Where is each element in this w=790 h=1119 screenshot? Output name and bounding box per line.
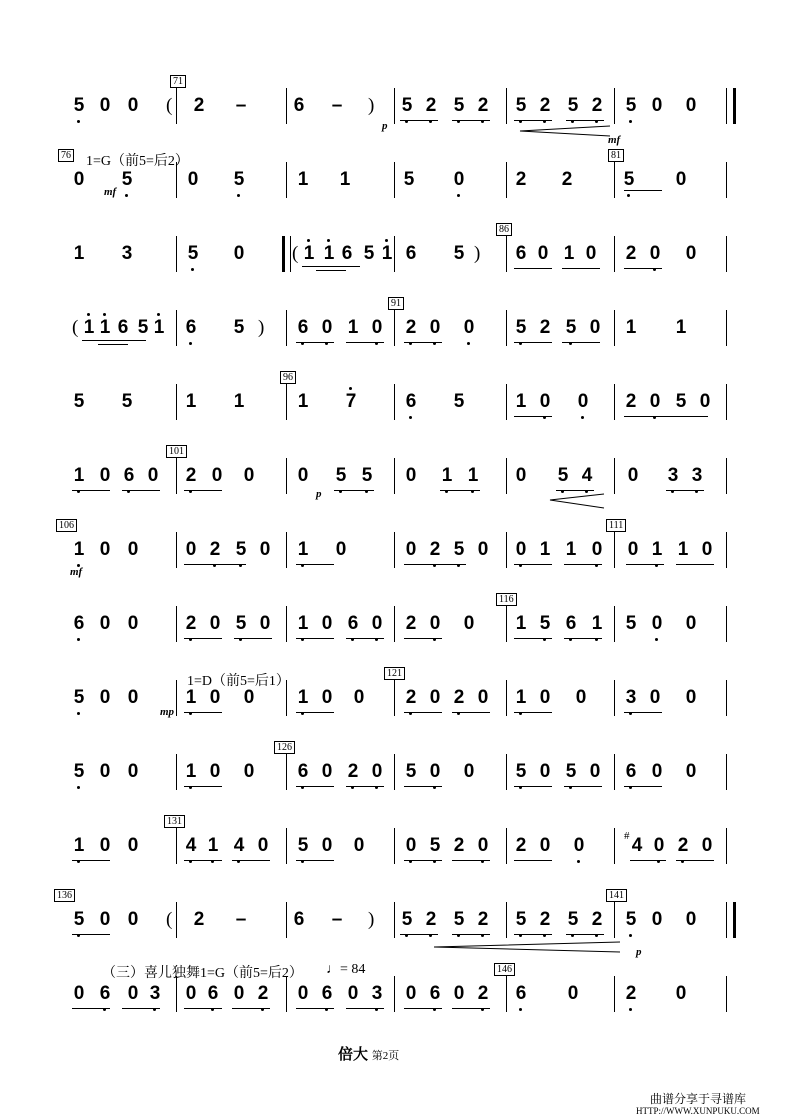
note: 6 bbox=[73, 613, 85, 634]
dynamic-marking: mp bbox=[160, 706, 175, 718]
note: 0 bbox=[405, 983, 417, 1004]
note: 2 bbox=[257, 983, 269, 1004]
note: 4 bbox=[233, 835, 245, 856]
note: 2 bbox=[477, 909, 489, 930]
measure-number: 126 bbox=[274, 741, 295, 754]
note: 5 bbox=[567, 95, 579, 116]
note: 0 bbox=[685, 909, 697, 930]
note: 6 bbox=[117, 317, 129, 338]
note: 0 bbox=[243, 687, 255, 708]
note: 6 bbox=[625, 761, 637, 782]
note: 1 bbox=[515, 391, 527, 412]
note: 2 bbox=[405, 317, 417, 338]
note: 1 bbox=[73, 243, 85, 264]
note: – bbox=[331, 95, 343, 116]
note: 6 bbox=[515, 243, 527, 264]
note: 2 bbox=[347, 761, 359, 782]
note: 6 bbox=[293, 95, 305, 116]
note: 0 bbox=[589, 761, 601, 782]
note: 5 bbox=[235, 613, 247, 634]
note: 0 bbox=[651, 95, 663, 116]
note: 0 bbox=[405, 465, 417, 486]
note: 2 bbox=[453, 835, 465, 856]
note: 0 bbox=[99, 465, 111, 486]
note: 0 bbox=[539, 391, 551, 412]
note: 6 bbox=[347, 613, 359, 634]
note: 0 bbox=[297, 465, 309, 486]
note: 0 bbox=[577, 391, 589, 412]
sharp-sign: # bbox=[624, 830, 630, 842]
note: 0 bbox=[589, 317, 601, 338]
note: 0 bbox=[515, 539, 527, 560]
note: 2 bbox=[539, 95, 551, 116]
note: – bbox=[331, 909, 343, 930]
dynamic-marking: mf bbox=[608, 134, 621, 146]
note: 6 bbox=[293, 909, 305, 930]
note: 0 bbox=[701, 539, 713, 560]
note: 1 bbox=[297, 539, 309, 560]
note: 3 bbox=[625, 687, 637, 708]
key-signature-g: 1=G（前5=后2） bbox=[86, 154, 189, 169]
watermark-title: 曲谱分享于寻谱库 bbox=[650, 1092, 747, 1106]
note: 1 bbox=[381, 243, 393, 264]
note: 5 bbox=[565, 317, 577, 338]
note: 1 bbox=[303, 243, 315, 264]
note: 0 bbox=[257, 835, 269, 856]
note: 0 bbox=[405, 835, 417, 856]
note: 1 bbox=[297, 391, 309, 412]
dynamic-marking: p bbox=[316, 488, 322, 500]
note: 0 bbox=[127, 95, 139, 116]
note: 2 bbox=[425, 909, 437, 930]
note: 2 bbox=[625, 243, 637, 264]
note: 5 bbox=[565, 761, 577, 782]
note: 1 bbox=[323, 243, 335, 264]
note: 2 bbox=[185, 465, 197, 486]
note: 0 bbox=[685, 613, 697, 634]
note: 2 bbox=[193, 95, 205, 116]
note: 6 bbox=[565, 613, 577, 634]
measure-number: 136 bbox=[54, 889, 75, 902]
note: 5 bbox=[453, 95, 465, 116]
note: 1 bbox=[99, 317, 111, 338]
note: 0 bbox=[259, 539, 271, 560]
note: 0 bbox=[73, 169, 85, 190]
note: 0 bbox=[649, 687, 661, 708]
parenthesis: ( bbox=[292, 243, 299, 264]
note: 4 bbox=[185, 835, 197, 856]
note: 5 bbox=[73, 909, 85, 930]
note: 5 bbox=[675, 391, 687, 412]
note: 0 bbox=[99, 95, 111, 116]
note: 0 bbox=[463, 761, 475, 782]
note: 5 bbox=[401, 909, 413, 930]
tempo-marking: ♩= 84 bbox=[326, 962, 366, 977]
note: 7 bbox=[345, 391, 357, 412]
note: 0 bbox=[685, 243, 697, 264]
note: 1 bbox=[467, 465, 479, 486]
note: 2 bbox=[405, 613, 417, 634]
note: 5 bbox=[361, 465, 373, 486]
note: 0 bbox=[651, 613, 663, 634]
note: 2 bbox=[209, 539, 221, 560]
note: 0 bbox=[651, 761, 663, 782]
note: 5 bbox=[429, 835, 441, 856]
note: 5 bbox=[73, 391, 85, 412]
note: 2 bbox=[477, 95, 489, 116]
note: 0 bbox=[537, 243, 549, 264]
note: 6 bbox=[341, 243, 353, 264]
measure-number: 76 bbox=[58, 149, 74, 162]
note: 6 bbox=[123, 465, 135, 486]
note: 5 bbox=[137, 317, 149, 338]
note: 6 bbox=[99, 983, 111, 1004]
parenthesis: ( bbox=[72, 317, 79, 338]
note: 1 bbox=[591, 613, 603, 634]
note: 0 bbox=[371, 761, 383, 782]
note: 1 bbox=[515, 687, 527, 708]
note: 0 bbox=[209, 761, 221, 782]
note: 5 bbox=[233, 317, 245, 338]
note: 0 bbox=[335, 539, 347, 560]
note: 0 bbox=[99, 909, 111, 930]
note: 5 bbox=[515, 909, 527, 930]
note: 2 bbox=[539, 317, 551, 338]
note: 0 bbox=[209, 613, 221, 634]
note: 5 bbox=[623, 169, 635, 190]
note: 5 bbox=[233, 169, 245, 190]
note: – bbox=[235, 95, 247, 116]
measure-number: 96 bbox=[280, 371, 296, 384]
note: 0 bbox=[429, 687, 441, 708]
note: 1 bbox=[651, 539, 663, 560]
note: 3 bbox=[691, 465, 703, 486]
note: 0 bbox=[573, 835, 585, 856]
note: 2 bbox=[625, 983, 637, 1004]
note: 1 bbox=[297, 613, 309, 634]
note: 0 bbox=[453, 983, 465, 1004]
section-heading: （三）喜儿独舞1=G（前5=后2） bbox=[102, 966, 303, 981]
dynamic-marking: p bbox=[382, 120, 388, 132]
note: 6 bbox=[515, 983, 527, 1004]
note: 3 bbox=[371, 983, 383, 1004]
note: 5 bbox=[403, 169, 415, 190]
note: 2 bbox=[515, 169, 527, 190]
note: 5 bbox=[515, 317, 527, 338]
watermark-url: HTTP://WWW.XUNPUKU.COM bbox=[636, 1106, 760, 1116]
note: 0 bbox=[371, 317, 383, 338]
note: 2 bbox=[591, 909, 603, 930]
note: 5 bbox=[297, 835, 309, 856]
note: 0 bbox=[649, 391, 661, 412]
note: 0 bbox=[243, 465, 255, 486]
note: 0 bbox=[185, 983, 197, 1004]
note: 5 bbox=[515, 761, 527, 782]
note: 1 bbox=[73, 835, 85, 856]
hairpin bbox=[434, 942, 620, 952]
note: 0 bbox=[477, 835, 489, 856]
note: 0 bbox=[127, 613, 139, 634]
note: 0 bbox=[463, 613, 475, 634]
note: 0 bbox=[371, 613, 383, 634]
quarter-note-icon: ♩ bbox=[326, 962, 340, 977]
measure-number: 101 bbox=[166, 445, 187, 458]
note: 0 bbox=[73, 983, 85, 1004]
note: 2 bbox=[515, 835, 527, 856]
note: 0 bbox=[99, 761, 111, 782]
note: 0 bbox=[675, 983, 687, 1004]
note: 0 bbox=[321, 687, 333, 708]
note: 0 bbox=[259, 613, 271, 634]
note: 5 bbox=[121, 391, 133, 412]
note: 0 bbox=[453, 169, 465, 190]
note: 2 bbox=[591, 95, 603, 116]
note: 0 bbox=[347, 983, 359, 1004]
note: 0 bbox=[353, 835, 365, 856]
note: 0 bbox=[685, 687, 697, 708]
measure-number: 106 bbox=[56, 519, 77, 532]
note: 6 bbox=[207, 983, 219, 1004]
note: 0 bbox=[321, 613, 333, 634]
note: 2 bbox=[561, 169, 573, 190]
note: 2 bbox=[193, 909, 205, 930]
note: 6 bbox=[321, 983, 333, 1004]
note: 5 bbox=[73, 687, 85, 708]
note: 0 bbox=[627, 539, 639, 560]
note: 0 bbox=[353, 687, 365, 708]
note: 0 bbox=[127, 539, 139, 560]
note: 5 bbox=[453, 539, 465, 560]
note: 5 bbox=[539, 613, 551, 634]
note: 0 bbox=[575, 687, 587, 708]
note: 5 bbox=[453, 243, 465, 264]
note: 0 bbox=[477, 539, 489, 560]
note: 3 bbox=[149, 983, 161, 1004]
note: 5 bbox=[625, 613, 637, 634]
note: 0 bbox=[699, 391, 711, 412]
note: 0 bbox=[539, 835, 551, 856]
note: 0 bbox=[675, 169, 687, 190]
note: 4 bbox=[581, 465, 593, 486]
note: 0 bbox=[685, 95, 697, 116]
note: 2 bbox=[625, 391, 637, 412]
note: 0 bbox=[515, 465, 527, 486]
note: 1 bbox=[233, 391, 245, 412]
note: 1 bbox=[563, 243, 575, 264]
parenthesis: ) bbox=[368, 909, 375, 930]
note: 6 bbox=[429, 983, 441, 1004]
note: 0 bbox=[243, 761, 255, 782]
note: 1 bbox=[539, 539, 551, 560]
note: 0 bbox=[567, 983, 579, 1004]
hairpin bbox=[550, 494, 604, 508]
note: 6 bbox=[297, 761, 309, 782]
measure-number: 116 bbox=[496, 593, 517, 606]
note: 5 bbox=[363, 243, 375, 264]
note: 0 bbox=[99, 835, 111, 856]
note: 0 bbox=[99, 613, 111, 634]
measure-number: 91 bbox=[388, 297, 404, 310]
note: 5 bbox=[73, 761, 85, 782]
note: 0 bbox=[591, 539, 603, 560]
note: 5 bbox=[187, 243, 199, 264]
note: 0 bbox=[429, 317, 441, 338]
note: 5 bbox=[453, 909, 465, 930]
note: 0 bbox=[627, 465, 639, 486]
note: 5 bbox=[567, 909, 579, 930]
note: 1 bbox=[297, 169, 309, 190]
note: 6 bbox=[185, 317, 197, 338]
note: 0 bbox=[539, 687, 551, 708]
note: 0 bbox=[685, 761, 697, 782]
note: 2 bbox=[185, 613, 197, 634]
note: 1 bbox=[73, 465, 85, 486]
note: 1 bbox=[441, 465, 453, 486]
note: 5 bbox=[121, 169, 133, 190]
note: 1 bbox=[297, 687, 309, 708]
note: 0 bbox=[233, 983, 245, 1004]
note: 0 bbox=[209, 687, 221, 708]
note: 2 bbox=[405, 687, 417, 708]
note: 0 bbox=[429, 613, 441, 634]
note: 5 bbox=[401, 95, 413, 116]
note: 0 bbox=[297, 983, 309, 1004]
key-signature-d: 1=D（前5=后1） bbox=[187, 674, 290, 689]
note: 0 bbox=[649, 243, 661, 264]
note: 1 bbox=[565, 539, 577, 560]
note: 0 bbox=[127, 983, 139, 1004]
measure-number: 146 bbox=[494, 963, 515, 976]
note: 2 bbox=[539, 909, 551, 930]
parenthesis: ) bbox=[368, 95, 375, 116]
note: 0 bbox=[463, 317, 475, 338]
note: 0 bbox=[99, 539, 111, 560]
note: 1 bbox=[515, 613, 527, 634]
note: 2 bbox=[677, 835, 689, 856]
note: 1 bbox=[185, 761, 197, 782]
note: 1 bbox=[677, 539, 689, 560]
note: 0 bbox=[585, 243, 597, 264]
note: 0 bbox=[539, 761, 551, 782]
note: – bbox=[235, 909, 247, 930]
note: 5 bbox=[73, 95, 85, 116]
note: 1 bbox=[207, 835, 219, 856]
note: 5 bbox=[405, 761, 417, 782]
note: 5 bbox=[335, 465, 347, 486]
note: 0 bbox=[187, 169, 199, 190]
note: 0 bbox=[127, 687, 139, 708]
note: 5 bbox=[235, 539, 247, 560]
note: 0 bbox=[321, 835, 333, 856]
note: 5 bbox=[625, 95, 637, 116]
note: 3 bbox=[121, 243, 133, 264]
note: 2 bbox=[477, 983, 489, 1004]
measure-number: 141 bbox=[606, 889, 627, 902]
note: 6 bbox=[297, 317, 309, 338]
note: 5 bbox=[453, 391, 465, 412]
note: 1 bbox=[185, 687, 197, 708]
parenthesis: ( bbox=[166, 95, 173, 116]
note: 2 bbox=[425, 95, 437, 116]
note: 1 bbox=[153, 317, 165, 338]
note: 2 bbox=[429, 539, 441, 560]
note: 0 bbox=[405, 539, 417, 560]
note: 0 bbox=[127, 761, 139, 782]
measure-number: 81 bbox=[608, 149, 624, 162]
note: 0 bbox=[321, 317, 333, 338]
measure-number: 111 bbox=[606, 519, 626, 532]
parenthesis: ) bbox=[258, 317, 265, 338]
measure-number: 86 bbox=[496, 223, 512, 236]
note: 0 bbox=[147, 465, 159, 486]
note: 1 bbox=[347, 317, 359, 338]
measure-number: 71 bbox=[170, 75, 186, 88]
note: 0 bbox=[185, 539, 197, 560]
measure-number: 121 bbox=[384, 667, 405, 680]
note: 2 bbox=[453, 687, 465, 708]
note: 0 bbox=[701, 835, 713, 856]
note: 0 bbox=[651, 909, 663, 930]
note: 0 bbox=[233, 243, 245, 264]
parenthesis: ( bbox=[166, 909, 173, 930]
note: 1 bbox=[339, 169, 351, 190]
note: 5 bbox=[515, 95, 527, 116]
note: 1 bbox=[185, 391, 197, 412]
dynamic-marking: mf bbox=[104, 186, 117, 198]
note: 5 bbox=[557, 465, 569, 486]
footer-title: 倍大 bbox=[338, 1047, 369, 1063]
note: 1 bbox=[73, 539, 85, 560]
note: 0 bbox=[127, 835, 139, 856]
note: 0 bbox=[127, 909, 139, 930]
note: 5 bbox=[625, 909, 637, 930]
page-number: 第2页 bbox=[371, 1050, 400, 1062]
note: 6 bbox=[405, 391, 417, 412]
note: 4 bbox=[631, 835, 643, 856]
note: 0 bbox=[321, 761, 333, 782]
note: 6 bbox=[405, 243, 417, 264]
dynamic-marking: p bbox=[636, 946, 642, 958]
measure-number: 131 bbox=[164, 815, 185, 828]
note: 0 bbox=[429, 761, 441, 782]
parenthesis: ) bbox=[474, 243, 481, 264]
note: 0 bbox=[653, 835, 665, 856]
hairpin bbox=[520, 126, 610, 136]
note: 3 bbox=[667, 465, 679, 486]
note: 1 bbox=[83, 317, 95, 338]
note: 0 bbox=[211, 465, 223, 486]
note: 0 bbox=[99, 687, 111, 708]
note: 1 bbox=[675, 317, 687, 338]
note: 1 bbox=[625, 317, 637, 338]
note: 0 bbox=[477, 687, 489, 708]
page-footer bbox=[338, 1043, 399, 1064]
dynamic-marking: mf bbox=[70, 566, 83, 578]
